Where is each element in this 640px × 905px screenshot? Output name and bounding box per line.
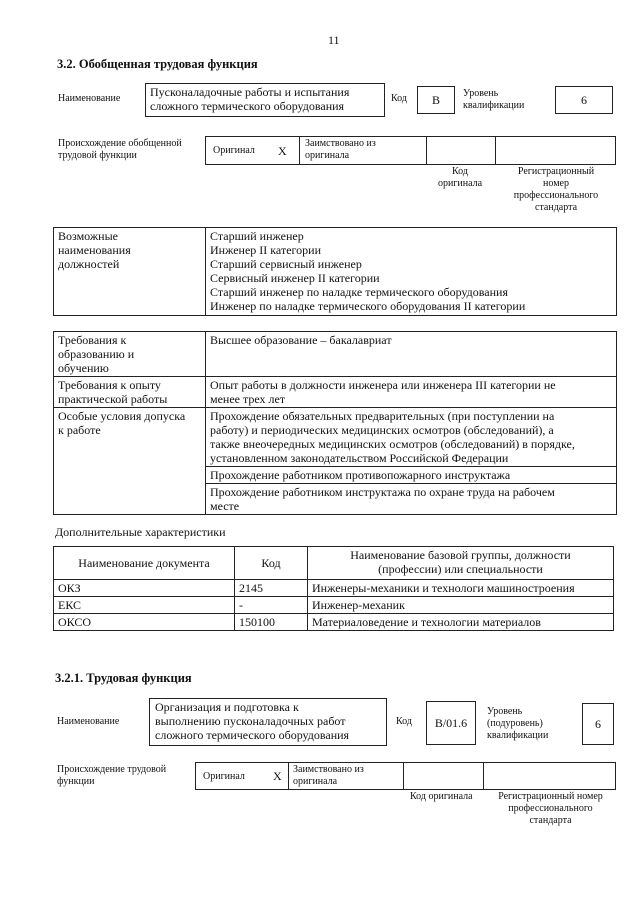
code-original-caption [430, 166, 490, 190]
condition-item [206, 408, 616, 466]
function-name-line: Организация и подготовка к [155, 700, 299, 714]
level-label-line: (подуровень) [487, 718, 543, 729]
education-label [54, 332, 206, 377]
level-label [463, 88, 524, 112]
caption-line: профессионального [508, 803, 593, 814]
label-line: Требования к [58, 333, 127, 347]
list-item: Инженер II категории [210, 243, 321, 257]
divider [403, 763, 404, 789]
caption-line: стандарта [529, 815, 572, 826]
function-name-line: выполнению пусконаладочных работ [155, 714, 346, 728]
code-value-box: B [417, 86, 455, 114]
label-line: Особые условия допуска [58, 409, 186, 423]
list-item: Старший сервисный инженер [210, 257, 362, 271]
page-number: 11 [328, 33, 340, 47]
borrowed-label [305, 138, 376, 162]
label-line: практической работы [58, 392, 168, 406]
condition-item [206, 483, 616, 514]
borrowed-label-line: оригинала [305, 150, 350, 161]
original-label: Оригинал [203, 771, 245, 782]
experience-value [206, 377, 617, 408]
cell-doc: ЕКС [54, 597, 235, 614]
education-value: Высшее образование – бакалавриат [206, 332, 617, 377]
table-row [54, 580, 614, 597]
caption-line: Регистрационный [517, 166, 595, 177]
subsection-title: 3.2.1. Трудовая функция [55, 671, 192, 685]
positions-table [53, 227, 617, 316]
cell-name: Материаловедение и технологии материалов [308, 614, 614, 631]
origin-label-line: трудовой функции [58, 150, 137, 161]
conditions-label [54, 408, 206, 515]
conditions-list [206, 408, 617, 515]
sub-level-label [487, 706, 548, 742]
list-item: Сервисный инженер II категории [210, 271, 380, 285]
value-line: установленном законодательством Российской Федерации [210, 451, 509, 465]
level-value-box: 6 [555, 86, 613, 114]
level-label-line: Уровень [463, 88, 499, 99]
value-line: также внеочередных медицинских осмотров (обследований) в порядке, [210, 437, 575, 451]
header-name [308, 547, 614, 580]
borrowed-label-line: Заимствовано из [293, 764, 364, 775]
sub-origin-label [57, 764, 166, 788]
caption-line: Регистрационный номер [498, 791, 603, 802]
list-item: Старший инженер по наладке термического оборудования [210, 285, 508, 299]
label-line: обучению [58, 361, 109, 375]
requirements-table [53, 331, 617, 515]
origin-label-line: Происхождение обобщенной [58, 138, 182, 149]
value-line: Прохождение работником инструктажа по охране труда на рабочем [210, 485, 555, 499]
value-line: менее трех лет [210, 392, 286, 406]
cell-doc: ОКЗ [54, 580, 235, 597]
origin-label-line: Происхождение трудовой [57, 764, 167, 775]
caption-line: профессионального [513, 190, 599, 201]
cell-name: Инженер-механик [308, 597, 614, 614]
sub-code-value-box: B/01.6 [426, 701, 476, 745]
code-label: Код [391, 93, 407, 104]
original-mark: X [278, 144, 287, 158]
original-label: Оригинал [213, 145, 255, 156]
origin-label [58, 138, 182, 162]
label-line: Требования к опыту [58, 378, 161, 392]
borrowed-label-line: Заимствовано из [305, 138, 376, 149]
experience-label [54, 377, 206, 408]
label-line: к работе [58, 423, 101, 437]
label-line: Возможные [58, 229, 118, 243]
value-line: работу) и периодических медицинских осмотров (обследований), а [210, 423, 554, 437]
caption-line: стандарта [534, 202, 578, 213]
divider [426, 137, 427, 164]
level-label-line: квалификации [463, 100, 525, 111]
list-item: Инженер по наладке термического оборудования II категории [210, 299, 526, 313]
header-line: (профессии) или специальности [378, 562, 543, 576]
value-line: Прохождение работником противопожарного инструктажа [210, 468, 511, 482]
divider [495, 137, 496, 164]
borrowed-label-line: оригинала [293, 776, 338, 787]
caption-line: оригинала [437, 178, 483, 189]
additional-title: Дополнительные характеристики [55, 525, 226, 539]
function-name-line: сложного термического оборудования [155, 728, 350, 742]
list-item: Старший инженер [210, 229, 304, 243]
table-row [54, 597, 614, 614]
function-name-line: Пусконаладочные работы и испытания [150, 85, 350, 99]
table-row [54, 614, 614, 631]
value-line: Опыт работы в должности инженера или инженера III категории не [210, 378, 556, 392]
divider [288, 763, 289, 789]
caption-line: Код [452, 166, 468, 177]
header-doc: Наименование документа [54, 547, 235, 580]
sub-code-label: Код [396, 716, 412, 727]
cell-doc: ОКСО [54, 614, 235, 631]
sub-origin-table [195, 762, 616, 790]
label-line: наименования [58, 243, 131, 257]
value-line: месте [210, 499, 240, 513]
condition-item [206, 466, 616, 483]
section-title: 3.2. Обобщенная трудовая функция [57, 57, 258, 71]
additional-table [53, 546, 614, 631]
name-label: Наименование [58, 93, 121, 104]
cell-code: - [235, 597, 308, 614]
level-label-line: Уровень [487, 706, 523, 717]
positions-label [54, 228, 206, 316]
header-code: Код [235, 547, 308, 580]
positions-list [206, 228, 617, 316]
level-label-line: квалификации [487, 730, 549, 741]
sub-reg-number-caption [488, 791, 613, 827]
label-line: образованию и [58, 347, 135, 361]
cell-code: 2145 [235, 580, 308, 597]
label-line: должностей [58, 257, 120, 271]
original-mark: X [273, 769, 282, 783]
caption-line: номер [543, 178, 569, 189]
sub-level-value-box: 6 [582, 703, 614, 745]
function-name-line: сложного термического оборудования [150, 99, 345, 113]
origin-table [205, 136, 616, 165]
sub-code-original-caption: Код оригинала [410, 791, 473, 802]
divider [483, 763, 484, 789]
reg-number-caption [500, 166, 612, 214]
cell-name: Инженеры-механики и технологи машиностроения [308, 580, 614, 597]
value-line: Прохождение обязательных предварительных (при поступлении на [210, 409, 555, 423]
sub-name-label: Наименование [57, 716, 120, 727]
sub-function-name-box [149, 698, 387, 746]
borrowed-label [293, 764, 364, 788]
origin-label-line: функции [57, 776, 95, 787]
cell-code: 150100 [235, 614, 308, 631]
function-name-box [145, 83, 385, 117]
header-line: Наименование базовой группы, должности [350, 548, 571, 562]
divider [299, 137, 300, 164]
